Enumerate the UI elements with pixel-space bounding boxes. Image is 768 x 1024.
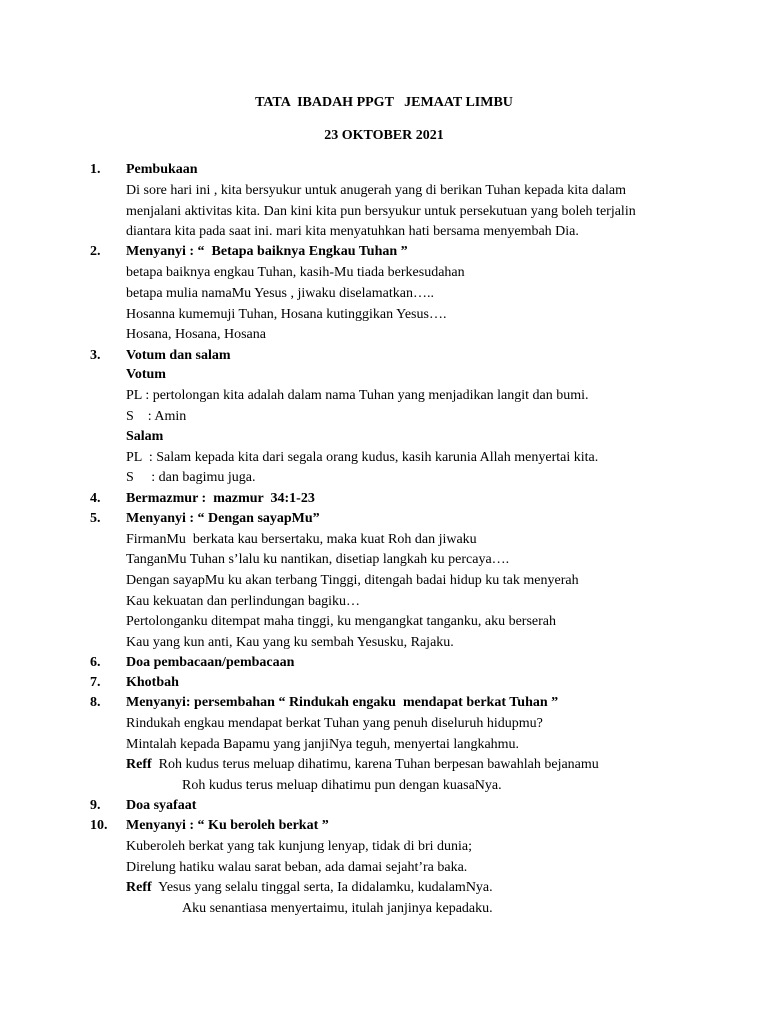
- item-heading-7: Khotbah: [126, 675, 179, 690]
- item-heading-3: Votum dan salam: [126, 348, 231, 363]
- item-10-line-1: Kuberoleh berkat yang tak kunjung lenyap, tidak di bri dunia;: [126, 839, 473, 854]
- item-5-line-3: Dengan sayapMu ku akan terbang Tinggi, ditengah badai hidup ku tak menyerah: [126, 573, 579, 588]
- item-number-9: 9.: [90, 798, 101, 813]
- item-2-line-3: Hosanna kumemuji Tuhan, Hosana kutinggikan Yesus….: [126, 307, 447, 322]
- item-number-5: 5.: [90, 511, 101, 526]
- item-number-6: 6.: [90, 655, 101, 670]
- item-8-reff-line-1: [126, 756, 599, 774]
- item-8-line-1: Rindukah engkau mendapat berkat Tuhan yang penuh diseluruh hidupmu?: [126, 716, 543, 731]
- item-number-1: 1.: [90, 162, 101, 177]
- item-5-line-1: FirmanMu berkata kau bersertaku, maka kuat Roh dan jiwaku: [126, 532, 477, 547]
- votum-label: Votum: [126, 367, 166, 382]
- item-5-line-5: Pertolonganku ditempat maha tinggi, ku mengangkat tanganku, aku berserah: [126, 614, 556, 629]
- item-5-line-6: Kau yang kun anti, Kau yang ku sembah Yesusku, Rajaku.: [126, 635, 454, 650]
- item-heading-9: Doa syafaat: [126, 798, 197, 813]
- salam-s-line: S : dan bagimu juga.: [126, 470, 256, 485]
- votum-pl-line: PL : pertolongan kita adalah dalam nama Tuhan yang menjadikan langit dan bumi.: [126, 388, 589, 403]
- item-5-line-4: Kau kekuatan dan perlindungan bagiku…: [126, 594, 361, 609]
- salam-pl-line: PL : Salam kepada kita dari segala orang kudus, kasih karunia Allah menyertai kita.: [126, 450, 599, 465]
- item-heading-5: Menyanyi : “ Dengan sayapMu”: [126, 511, 320, 526]
- item-number-7: 7.: [90, 675, 101, 690]
- item-1-line-3: diantara kita pada saat ini. mari kita menyatuhkan hati bersama menyembah Dia.: [126, 224, 579, 239]
- item-number-10: 10.: [90, 818, 108, 833]
- reff-label: Reff: [126, 757, 152, 772]
- votum-s-line: S : Amin: [126, 409, 187, 424]
- item-number-8: 8.: [90, 695, 101, 710]
- item-10-line-2: Direlung hatiku walau sarat beban, ada damai sejaht’ra baka.: [126, 860, 468, 875]
- item-10-reff-line-2: Aku senantiasa menyertaimu, itulah janjinya kepadaku.: [182, 901, 493, 916]
- item-5-line-2: TanganMu Tuhan s’lalu ku nantikan, disetiap langkah ku percaya….: [126, 552, 510, 567]
- item-2-line-2: betapa mulia namaMu Yesus , jiwaku diselamatkan…..: [126, 286, 434, 301]
- salam-label: Salam: [126, 429, 164, 444]
- reff-text: Roh kudus terus meluap dihatimu, karena Tuhan berpesan bawahlah bejanamu: [151, 757, 599, 772]
- reff-text: Yesus yang selalu tinggal serta, Ia didalamku, kudalamNya.: [151, 880, 493, 895]
- item-8-line-2: Mintalah kepada Bapamu yang janjiNya teguh, menyertai langkahmu.: [126, 737, 520, 752]
- item-heading-2: Menyanyi : “ Betapa baiknya Engkau Tuhan ”: [126, 244, 408, 259]
- document-date: 23 OKTOBER 2021: [324, 128, 444, 143]
- document-title: TATA IBADAH PPGT JEMAAT LIMBU: [255, 95, 513, 110]
- item-heading-1: Pembukaan: [126, 162, 198, 177]
- item-heading-4: Bermazmur : mazmur 34:1-23: [126, 491, 315, 506]
- item-number-2: 2.: [90, 244, 101, 259]
- item-heading-10: Menyanyi : “ Ku beroleh berkat ”: [126, 818, 329, 833]
- item-1-line-1: Di sore hari ini , kita bersyukur untuk anugerah yang di berikan Tuhan kepada kita dalam: [126, 183, 626, 198]
- item-2-line-1: betapa baiknya engkau Tuhan, kasih-Mu tiada berkesudahan: [126, 265, 465, 280]
- item-heading-8: Menyanyi: persembahan “ Rindukah engaku mendapat berkat Tuhan ”: [126, 695, 559, 710]
- item-10-reff-line-1: [126, 879, 493, 897]
- item-number-3: 3.: [90, 348, 101, 363]
- item-heading-6: Doa pembacaan/pembacaan: [126, 655, 295, 670]
- reff-label: Reff: [126, 880, 152, 895]
- item-1-line-2: menjalani aktivitas kita. Dan kini kita pun bersyukur untuk persekutuan yang boleh terjalin: [126, 204, 636, 219]
- item-8-reff-line-2: Roh kudus terus meluap dihatimu pun dengan kuasaNya.: [182, 778, 502, 793]
- item-number-4: 4.: [90, 491, 101, 506]
- item-2-line-4: Hosana, Hosana, Hosana: [126, 327, 266, 342]
